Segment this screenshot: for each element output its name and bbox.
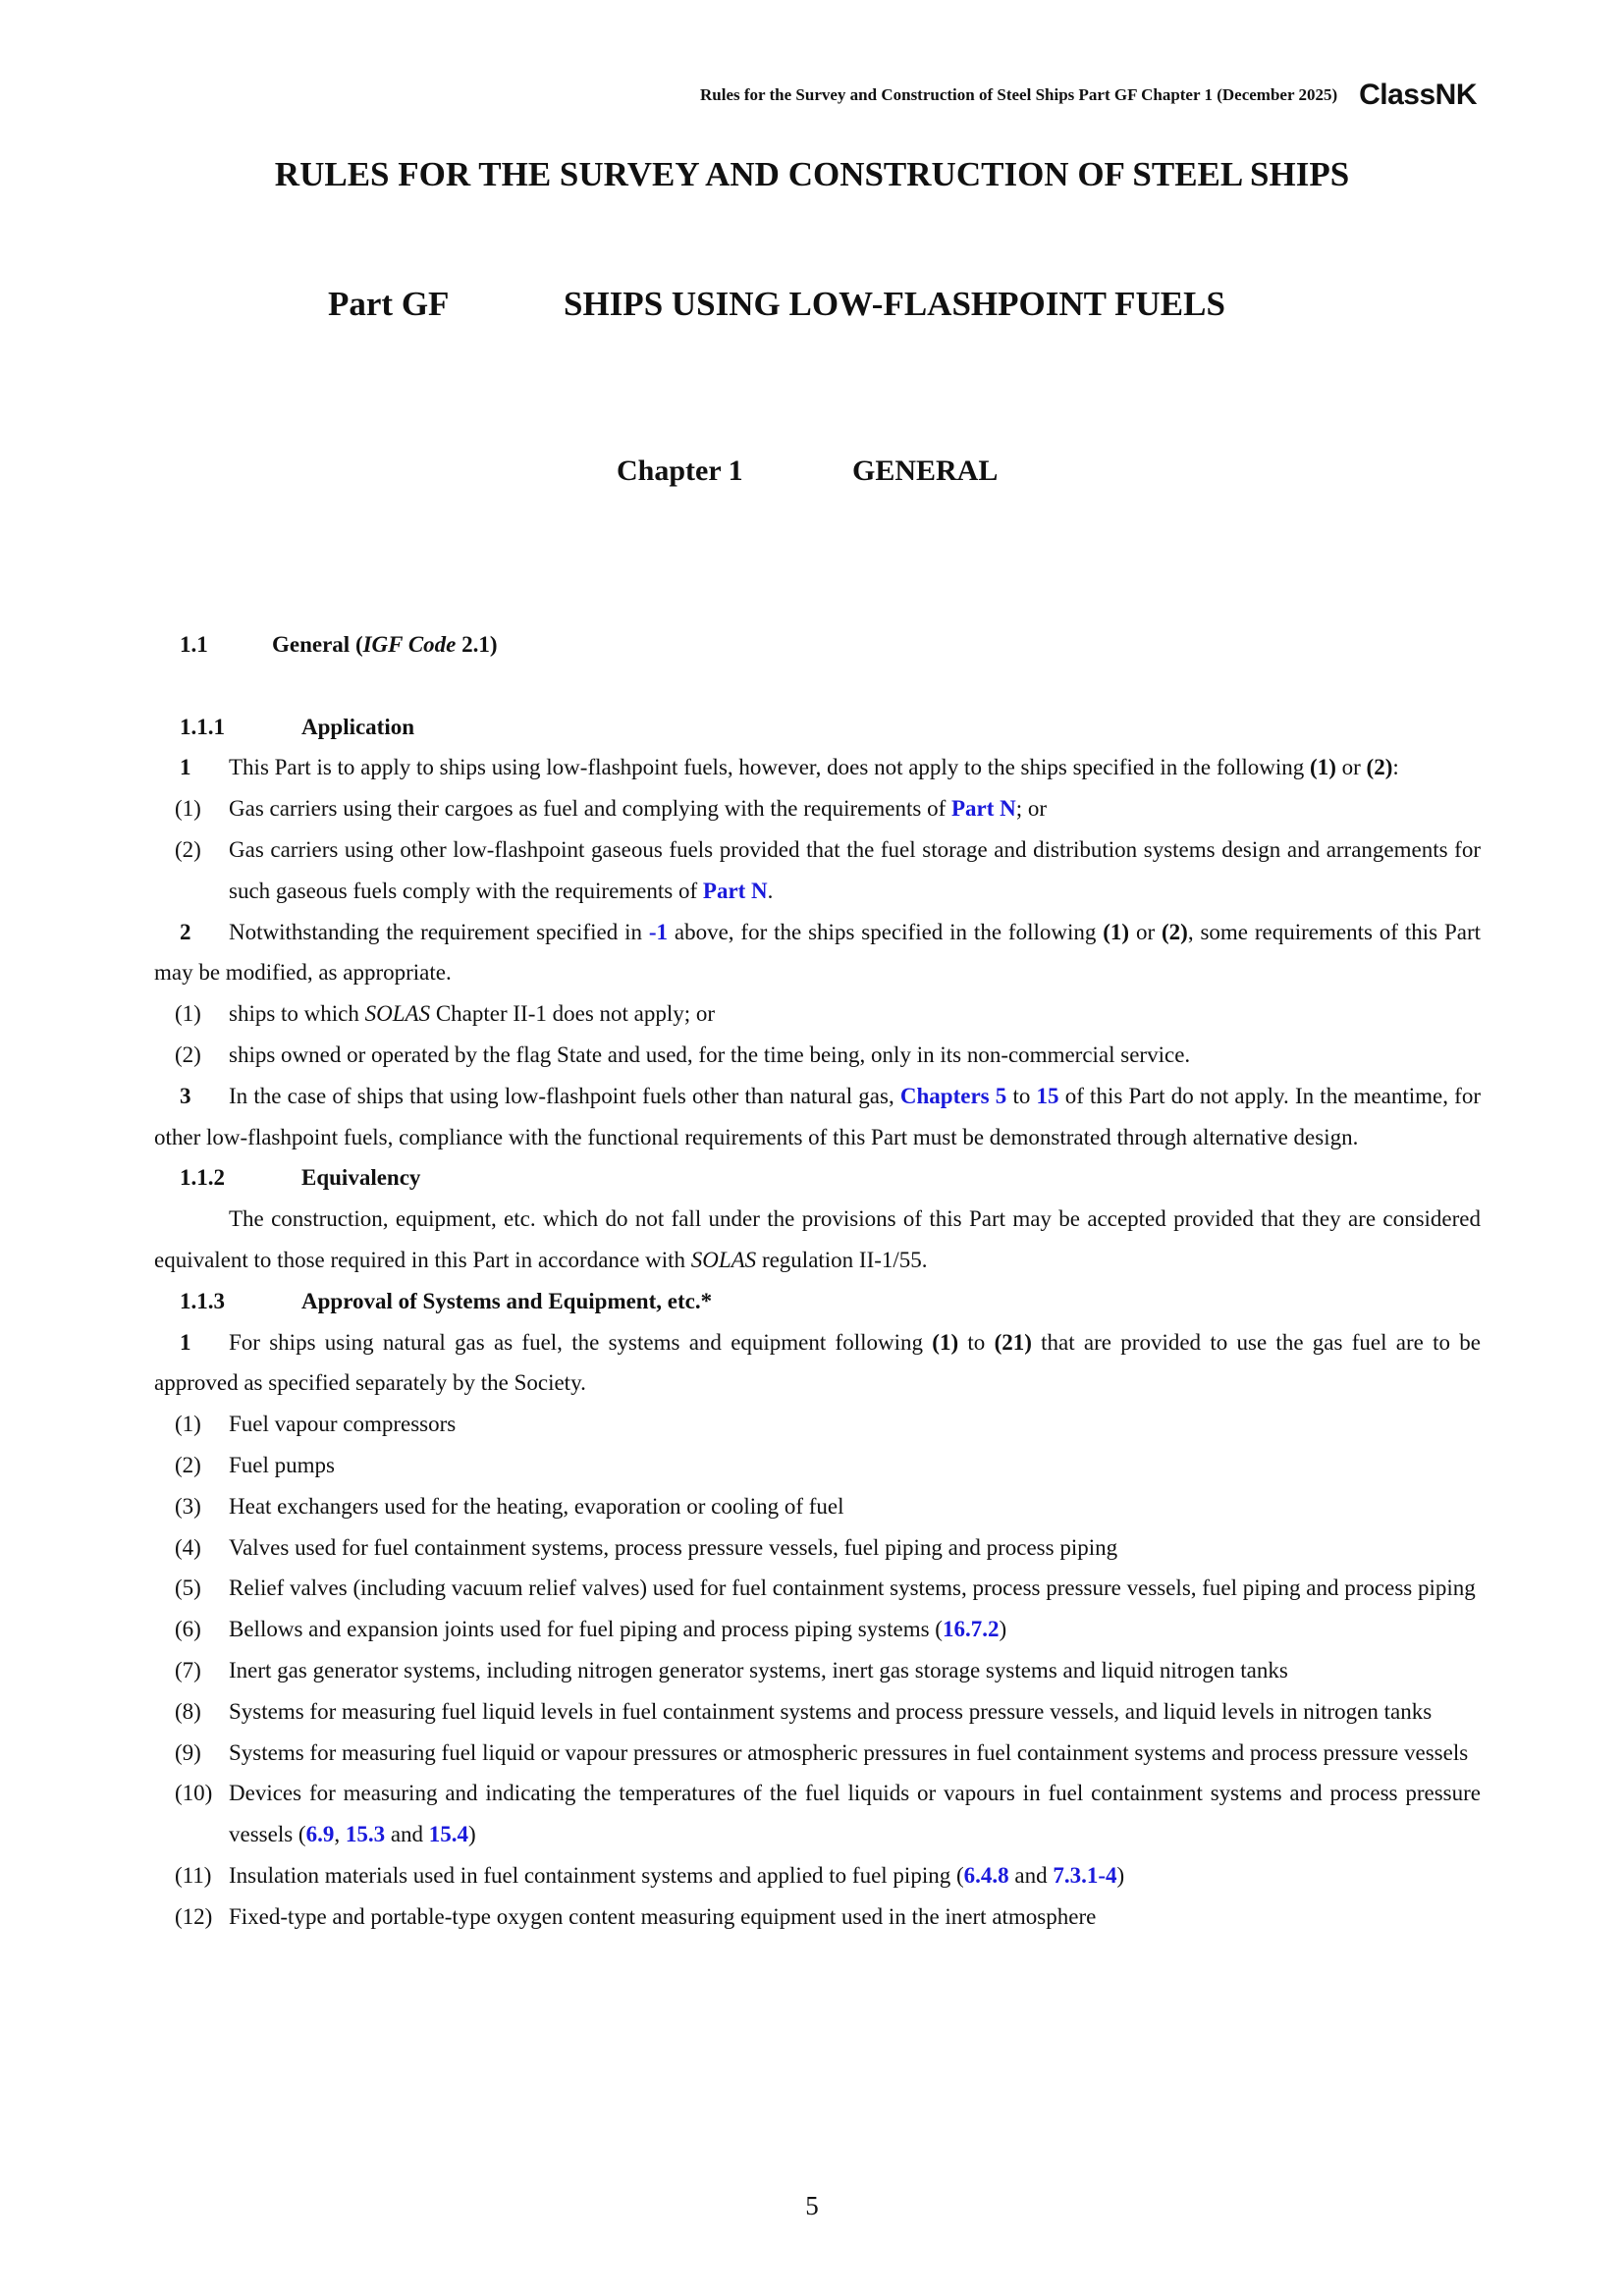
list-item <box>154 1650 1481 1691</box>
paragraph-text: or <box>1129 919 1162 944</box>
item-text-run: Gas carriers using their cargoes as fuel and complying with the requirements of <box>229 796 951 822</box>
item-number: (2) <box>175 1041 201 1067</box>
item-number: (9) <box>175 1739 201 1765</box>
item-text: Systems for measuring fuel liquid or vapour pressures or atmospheric pressures in fuel containment systems and process pressure vessels <box>229 1739 1469 1765</box>
item-text-run: and <box>385 1822 429 1847</box>
subsection-number: 1.1.2 <box>180 1165 225 1191</box>
list-item <box>154 829 1481 912</box>
item-text-run: Bellows and expansion joints used for fuel piping and process piping systems ( <box>229 1617 943 1642</box>
paragraph-text: This Part is to apply to ships using low-flashpoint fuels, however, does not apply to the ships specified in the following <box>229 755 1311 780</box>
paragraph-text: In the case of ships that using low-flashpoint fuels other than natural gas, <box>229 1083 900 1108</box>
item-number: (1) <box>175 1412 201 1437</box>
item-ref: (2) <box>1366 755 1393 780</box>
paragraph-number: 2 <box>180 919 191 944</box>
item-text-run: Insulation materials used in fuel containment systems and applied to fuel piping ( <box>229 1862 964 1888</box>
item-text: Fuel vapour compressors <box>229 1412 457 1437</box>
paragraph-number: 1 <box>180 1329 191 1355</box>
item-number: (1) <box>175 1001 201 1027</box>
item-text <box>229 788 1481 829</box>
ref-link[interactable]: 15.4 <box>428 1822 469 1847</box>
chapter-name: GENERAL <box>852 454 999 487</box>
list-item <box>154 993 1481 1035</box>
list-item <box>154 1527 1481 1569</box>
section-title-ref: 2.1) <box>456 632 498 657</box>
paragraph-number: 1 <box>180 755 191 780</box>
item-text: Inert gas generator systems, including nitrogen generator systems, inert gas storage systems and liquid nitrogen tanks <box>229 1657 1288 1682</box>
item-number: (11) <box>175 1862 212 1888</box>
item-number: (10) <box>175 1781 213 1806</box>
item-number: (1) <box>175 796 201 822</box>
ref-link[interactable]: 6.4.8 <box>963 1862 1009 1888</box>
item-ref: (1) <box>1310 755 1336 780</box>
page-number: 5 <box>805 2191 819 2220</box>
part-n-link[interactable]: Part N <box>702 878 768 903</box>
part-title <box>328 285 1225 324</box>
item-number: (5) <box>175 1575 201 1601</box>
list-item <box>154 1773 1481 1855</box>
chapters-link[interactable]: Chapters 5 <box>899 1083 1007 1108</box>
paragraph-text: that are provided to use the gas fuel are to be approved as specified separately by the Society. <box>154 1329 1482 1396</box>
item-text: Fixed-type and portable-type oxygen content measuring equipment used in the inert atmosphere <box>229 1903 1097 1929</box>
item-ref: (21) <box>994 1329 1032 1355</box>
item-text-run: Devices for measuring and indicating the temperatures of the fuel liquids or vapours in fuel containment systems and process pressure vessels ( <box>229 1781 1481 1847</box>
item-number: (2) <box>175 1452 201 1477</box>
document-title: RULES FOR THE SURVEY AND CONSTRUCTION OF STEEL SHIPS <box>274 155 1350 193</box>
item-text-italic: SOLAS <box>364 1001 431 1027</box>
section-title-code: IGF Code <box>362 632 457 657</box>
subsection-title: Application <box>301 714 415 739</box>
list-item <box>154 1896 1481 1938</box>
paragraph-text: above, for the ships specified in the following <box>668 919 1104 944</box>
paragraph-1-1-1-1 <box>154 747 1481 788</box>
chapter-title <box>617 454 998 488</box>
item-text-run: ) <box>999 1617 1007 1642</box>
paragraph-text: regulation II-1/55. <box>756 1247 928 1272</box>
paragraph-text: , some requirements of this Part may be modified, as appropriate. <box>154 919 1481 986</box>
document-body <box>154 624 1481 1938</box>
item-text-run: , <box>334 1822 346 1847</box>
item-text-run: ) <box>468 1822 476 1847</box>
item-number: (8) <box>175 1698 201 1724</box>
paragraph-text: or <box>1335 755 1367 780</box>
subsection-heading-1-1-2 <box>154 1157 1481 1199</box>
running-title: Rules for the Survey and Construction of Steel Ships Part GF Chapter 1 (December 2025) <box>700 85 1338 104</box>
paragraph-text-italic: SOLAS <box>690 1247 757 1272</box>
paragraph-text: : <box>1392 755 1399 780</box>
item-text <box>229 1855 1481 1896</box>
subsection-number: 1.1.3 <box>180 1288 225 1313</box>
paragraph-text: For ships using natural gas as fuel, the systems and equipment following <box>229 1329 933 1355</box>
paragraph-1-1-3-1 <box>154 1322 1481 1405</box>
item-text <box>229 829 1481 912</box>
paragraph-1-1-2 <box>154 1199 1481 1281</box>
ref-link[interactable]: 7.3.1-4 <box>1053 1862 1117 1888</box>
item-number: (12) <box>175 1903 213 1929</box>
paragraph-text: Notwithstanding the requirement specified in <box>229 919 649 944</box>
paragraph-1-1-1-3 <box>154 1076 1481 1158</box>
running-header <box>700 79 1477 112</box>
item-ref: (1) <box>1103 919 1130 944</box>
item-text-run: Chapter II-1 does not apply; or <box>430 1001 716 1027</box>
item-text: Heat exchangers used for the heating, evaporation or cooling of fuel <box>229 1493 844 1519</box>
subsection-number: 1.1.1 <box>180 714 225 739</box>
part-label: Part GF <box>328 285 450 323</box>
list-item <box>154 1486 1481 1527</box>
ref-link[interactable]: 6.9 <box>305 1822 335 1847</box>
item-number: (3) <box>175 1493 201 1519</box>
list-item <box>154 1691 1481 1733</box>
paragraph-number: 3 <box>180 1083 191 1108</box>
item-text-run: ships to which <box>229 1001 365 1027</box>
section-number: 1.1 <box>180 632 208 657</box>
item-text-run: ) <box>1116 1862 1125 1888</box>
ref-link[interactable]: 15.3 <box>345 1822 386 1847</box>
paragraph-text: The construction, equipment, etc. which do not fall under the provisions of this Part may be accepted provided that they are considered equivalent to those required in this Part in accordance with <box>154 1206 1481 1272</box>
item-ref: (2) <box>1161 919 1188 944</box>
item-text <box>229 993 1481 1035</box>
item-text: Systems for measuring fuel liquid levels in fuel containment systems and process pressure vessels, and liquid levels in nitrogen tanks <box>229 1698 1433 1724</box>
list-item <box>154 1568 1481 1609</box>
list-item <box>154 1445 1481 1486</box>
section-title-text: General ( <box>272 632 363 657</box>
item-text-run: Gas carriers using other low-flashpoint gaseous fuels provided that the fuel storage and distribution systems design and arrangements for such gaseous fuels comply with the requirements of <box>229 836 1481 903</box>
subsection-heading-1-1-3 <box>154 1281 1481 1322</box>
item-text: ships owned or operated by the flag State and used, for the time being, only in its non-commercial service. <box>229 1041 1191 1067</box>
list-item <box>154 1035 1481 1076</box>
part-n-link[interactable]: Part N <box>951 796 1016 822</box>
paragraph-text: to <box>1006 1083 1037 1108</box>
item-number: (7) <box>175 1657 201 1682</box>
paragraph-text: of this Part do not apply. In the meantime, for other low-flashpoint fuels, compliance with the functional requirements of this Part must be demonstrated through alternative design. <box>154 1083 1482 1149</box>
item-text: Fuel pumps <box>229 1452 335 1477</box>
subsection-heading-1-1-1 <box>154 707 1481 748</box>
item-text: Valves used for fuel containment systems, process pressure vessels, fuel piping and process piping <box>229 1534 1118 1560</box>
part-name: SHIPS USING LOW-FLASHPOINT FUELS <box>564 285 1225 323</box>
ref-link[interactable]: 16.7.2 <box>942 1617 1000 1642</box>
item-text <box>229 1609 1481 1650</box>
list-item <box>154 1733 1481 1774</box>
item-text <box>229 1773 1481 1855</box>
list-item <box>154 1609 1481 1650</box>
subsection-title: Approval of Systems and Equipment, etc.* <box>301 1288 713 1313</box>
subsection-title: Equivalency <box>301 1165 421 1191</box>
item-number: (6) <box>175 1617 201 1642</box>
paragraph-text: to <box>958 1329 995 1355</box>
list-item <box>154 1855 1481 1896</box>
list-item <box>154 788 1481 829</box>
item-text: Relief valves (including vacuum relief valves) used for fuel containment systems, process pressure vessels, fuel piping and process piping <box>229 1575 1476 1601</box>
section-title <box>272 624 498 666</box>
item-text-run: . <box>767 878 774 903</box>
chapter-label: Chapter 1 <box>617 454 743 487</box>
item-text-run: and <box>1008 1862 1054 1888</box>
classnk-logo: ClassNK <box>1359 79 1477 111</box>
item-ref: (1) <box>932 1329 959 1355</box>
list-item <box>154 1404 1481 1445</box>
item-number: (4) <box>175 1534 201 1560</box>
paragraph-1-1-1-2 <box>154 912 1481 994</box>
ref-link[interactable]: -1 <box>648 919 669 944</box>
item-number: (2) <box>175 836 201 862</box>
chapter-15-link[interactable]: 15 <box>1036 1083 1059 1108</box>
item-text-run: ; or <box>1015 796 1048 822</box>
section-heading-1-1 <box>154 624 1481 666</box>
